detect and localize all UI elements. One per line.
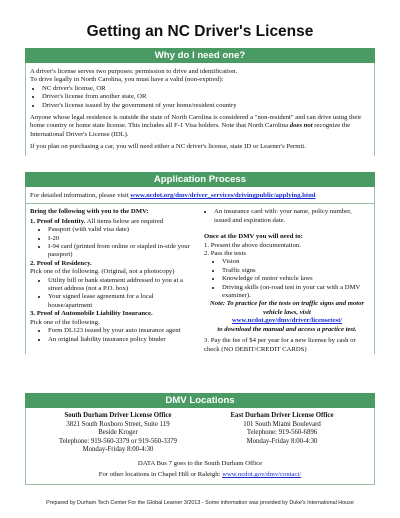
insurance-title: 3. Proof of Automobile Liability Insurance. <box>30 310 153 318</box>
office-name: South Durham Driver License Office <box>64 412 172 419</box>
office-landmark: Beside Kroger <box>98 429 138 437</box>
why-section <box>25 63 375 156</box>
list-item: • Vision <box>222 258 370 266</box>
page-title: Getting an NC Driver's License <box>86 23 314 40</box>
step-1: 1. Present the above documentation. <box>204 241 301 249</box>
office-phone: Telephone: 919-560-3379 or 919-560-3379 <box>59 437 177 445</box>
list-item: • Utility bill or bank statement addressed to you at a street address (not a P.O. box) <box>48 277 196 294</box>
list-item: • I-94 card (printed from online or stapled in-side your passport) <box>48 243 196 260</box>
list-item: • An original liability insurance policy binder <box>48 336 196 344</box>
list-item: • Your signed lease agreement for a local house/apartment <box>48 293 196 310</box>
application-section <box>25 187 375 203</box>
locations-section <box>25 408 375 485</box>
list-item: • Driver's license from another state, OR <box>42 93 370 101</box>
office-phone: Telephone: 919-560-6896 <box>246 429 318 437</box>
identity-title: 1. Proof of Identity. All items below are required <box>30 217 164 225</box>
list-item: • Traffic signs <box>222 267 370 275</box>
south-durham-office <box>36 412 200 455</box>
other-locations: For other locations in Chapel Hill or Raleigh: www.ncdot.gov/dmv/contact/ <box>98 471 302 479</box>
step-2: 2. Pass the tests <box>204 250 246 258</box>
list-item: • Passport (with valid visa date) <box>48 226 196 234</box>
office-hours: Monday-Friday 8:00-4:30 <box>246 437 318 445</box>
list-item: • Knowledge of motor vehicle laws <box>222 275 370 283</box>
east-durham-office <box>200 412 364 455</box>
step-3: 3. Pay the fee of $4 per year for a new license by cash or check (NO DEBIT/CREDIT CARDS) <box>204 337 356 353</box>
list-item: • NC driver's license, OR <box>42 85 370 93</box>
detail-text: For detailed information, please visit www.ncdot.org/dmv/driver_services/drivingpublic/applying.html <box>30 192 316 199</box>
why-legal: To drive legally in North Carolina, you must have a valid (non-expired): <box>30 76 224 84</box>
bring-column <box>30 208 196 354</box>
bring-heading: Bring the following with you to the DMV: <box>30 208 149 216</box>
list-item: • I-20 <box>48 235 196 243</box>
applying-link[interactable]: www.ncdot.org/dmv/driver_services/drivingpublic/applying.html <box>130 192 316 199</box>
license-list <box>30 85 370 110</box>
list-item: • Driver's license issued by the government of your home/resident country <box>42 102 370 110</box>
office-hours: Monday-Friday 8:00-4:30 <box>82 446 154 454</box>
list-item: • An insurance card with: your name, policy number, issued and expiration date. <box>214 208 370 225</box>
office-name: East Durham Driver License Office <box>230 412 334 419</box>
residency-sub: Pick one of the following. (Original, not a photocopy) <box>30 268 175 276</box>
practice-note-end: to download the manual and access a practice test. <box>217 325 357 333</box>
practice-note: Note: To practice for the tests on traffic signs and motor vehicle laws, visit <box>209 300 365 316</box>
once-heading: Once at the DMV you will need to: <box>204 233 303 241</box>
license-test-link[interactable]: www.ncdot.gov/dmv/driver/licensetest/ <box>231 317 343 325</box>
car-purchase-text: If you plan on purchasing a car, you will need either a NC driver's license, state ID or Learner's Permit. <box>30 143 306 151</box>
residency-title: 2. Proof of Residency. <box>30 259 92 267</box>
insurance-sub: Pick one of the following. <box>30 318 100 326</box>
section-heading-locations: DMV Locations <box>25 393 375 408</box>
bus-info: DATA Bus 7 goes to the South Durham Office <box>137 459 263 467</box>
list-item: • Form DL123 issued by your auto insurance agent <box>48 327 196 335</box>
contact-link[interactable]: www.ncdot.gov/dmv/contact/ <box>222 471 302 479</box>
office-address: 3821 South Roxboro Street, Suite 119 <box>66 420 170 428</box>
office-address: 101 South Miami Boulevard <box>243 420 321 428</box>
list-item: • Driving skills (on-road test in your car with a DMV examiner). <box>222 284 370 301</box>
dmv-steps-column <box>196 208 370 354</box>
why-intro: A driver's license serves two purposes: permission to drive and identification. <box>30 68 238 75</box>
section-heading-why: Why do I need one? <box>25 48 375 63</box>
section-heading-application: Application Process <box>25 172 375 187</box>
footer-credit: Prepared by Durham Tech Center For the Global Learner 3/2013 - Some information was provided by Duke's International House <box>46 500 354 506</box>
non-resident-text: Anyone whose legal residence is outside the state of North Carolina is considered a "non-resident" and can drive using their home country or home state license. This includes all F-1 Visa holders. Note that North Carolina does not recognize the International Driver's License (IDL). <box>30 114 362 138</box>
